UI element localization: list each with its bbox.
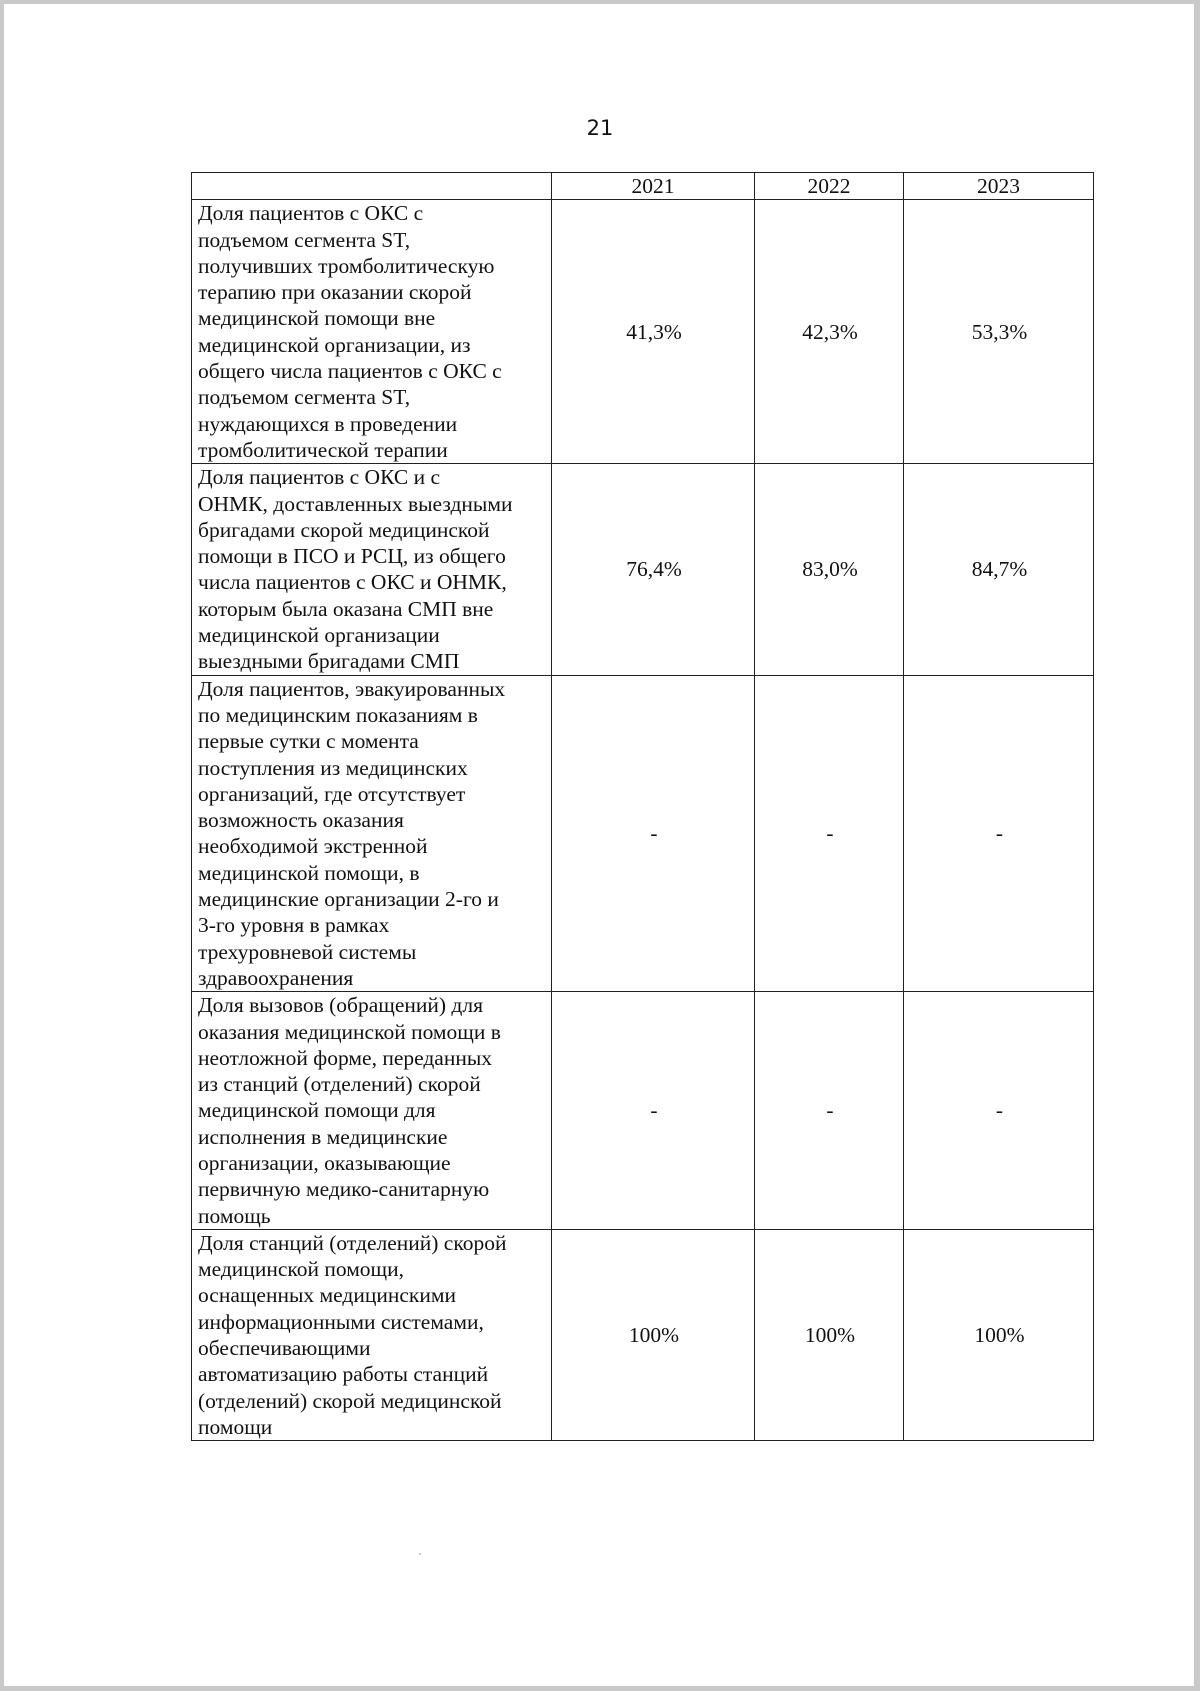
description-line: первые сутки с момента: [198, 729, 419, 754]
description-line: Доля пациентов с ОКС и с: [198, 465, 441, 490]
description-line: первичную медико-санитарную: [198, 1177, 490, 1202]
description-line: оснащенных медицинскими: [198, 1283, 456, 1308]
value-cell-2022: -: [755, 992, 904, 1230]
value-cell-2022: 42,3%: [755, 200, 904, 464]
description-line: автоматизацию работы станций: [198, 1362, 489, 1387]
description-line: медицинской помощи,: [198, 1257, 404, 1282]
value-cell-2023: -: [904, 675, 1094, 992]
description-line: по медицинским показаниям в: [198, 702, 478, 727]
indicator-description: [192, 1229, 552, 1440]
header-cell-2022: 2022: [755, 173, 904, 200]
description-line: терапию при оказании скорой: [198, 280, 472, 305]
description-line: (отделений) скорой медицинской: [198, 1388, 502, 1413]
table-row: [192, 1229, 1094, 1440]
header-cell-2021: 2021: [552, 173, 755, 200]
value-cell-2021: -: [552, 992, 755, 1230]
description-line: здравоохранения: [198, 965, 354, 990]
value-cell-2023: 84,7%: [904, 464, 1094, 675]
description-line: помощи в ПСО и РСЦ, из общего: [198, 544, 506, 569]
description-line: помощи: [198, 1414, 273, 1439]
description-line: которым была оказана СМП вне: [198, 596, 494, 621]
description-line: нуждающихся в проведении: [198, 411, 458, 436]
indicators-table: [191, 172, 1094, 1441]
indicator-description: [192, 675, 552, 992]
description-line: медицинской помощи вне: [198, 306, 436, 331]
value-cell-2023: 100%: [904, 1229, 1094, 1440]
value-cell-2021: 76,4%: [552, 464, 755, 675]
value-cell-2021: 100%: [552, 1229, 755, 1440]
table-row: [192, 200, 1094, 464]
description-line: исполнения в медицинские: [198, 1124, 448, 1149]
value-cell-2022: -: [755, 675, 904, 992]
description-line: Доля вызовов (обращений) для: [198, 993, 483, 1018]
table-row: [192, 992, 1094, 1230]
value-cell-2021: -: [552, 675, 755, 992]
value-cell-2022: 100%: [755, 1229, 904, 1440]
description-line: бригадами скорой медицинской: [198, 517, 490, 542]
table-header-row: [192, 173, 1094, 200]
description-line: необходимой экстренной: [198, 834, 428, 859]
indicator-description: [192, 464, 552, 675]
description-line: медицинской организации, из: [198, 332, 471, 357]
description-line: организации, оказывающие: [198, 1150, 451, 1175]
description-line: общего числа пациентов с ОКС с: [198, 359, 502, 384]
description-line: выездными бригадами СМП: [198, 649, 460, 674]
table-row: [192, 675, 1094, 992]
description-line: Доля станций (отделений) скорой: [198, 1230, 507, 1255]
description-line: Доля пациентов с ОКС с: [198, 201, 424, 226]
page-number: 21: [586, 116, 614, 140]
description-line: неотложной форме, переданных: [198, 1045, 493, 1070]
description-line: медицинской организации: [198, 623, 440, 648]
description-line: медицинской помощи, в: [198, 860, 420, 885]
description-line: информационными системами,: [198, 1309, 484, 1334]
description-line: из станций (отделений) скорой: [198, 1072, 481, 1097]
description-line: медицинские организации 2-го и: [198, 887, 499, 912]
value-cell-2023: 53,3%: [904, 200, 1094, 464]
value-cell-2023: -: [904, 992, 1094, 1230]
description-line: организаций, где отсутствует: [198, 781, 466, 806]
description-line: медицинской помощи для: [198, 1098, 436, 1123]
table-row: [192, 464, 1094, 675]
description-line: подъемом сегмента ST,: [198, 385, 411, 410]
indicator-description: [192, 200, 552, 464]
description-line: ОНМК, доставленных выездными: [198, 491, 513, 516]
description-line: числа пациентов с ОКС и ОНМК,: [198, 570, 507, 595]
description-line: трехуровневой системы: [198, 939, 417, 964]
header-cell-indicator: [192, 173, 552, 200]
description-line: подъемом сегмента ST,: [198, 227, 411, 252]
description-line: оказания медицинской помощи в: [198, 1019, 501, 1044]
description-line: поступления из медицинских: [198, 755, 468, 780]
description-line: возможность оказания: [198, 808, 404, 833]
header-cell-2023: 2023: [904, 173, 1094, 200]
description-line: обеспечивающими: [198, 1336, 371, 1361]
description-line: помощь: [198, 1203, 271, 1228]
value-cell-2022: 83,0%: [755, 464, 904, 675]
value-cell-2021: 41,3%: [552, 200, 755, 464]
description-line: Доля пациентов, эвакуированных: [198, 676, 506, 701]
description-line: тромболитической терапии: [198, 437, 448, 462]
description-line: 3-го уровня в рамках: [198, 913, 390, 938]
indicator-description: [192, 992, 552, 1230]
scan-speck: [419, 1553, 421, 1555]
description-line: получивших тромболитическую: [198, 253, 495, 278]
